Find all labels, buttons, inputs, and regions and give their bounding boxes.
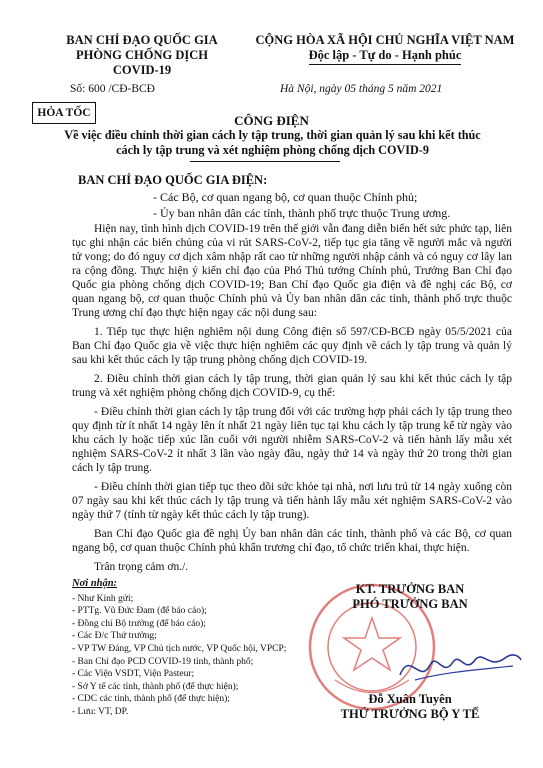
signer-title: THỨ TRƯỞNG BỘ Y TẾ (340, 707, 480, 721)
signer-role-line-2: PHÓ TRƯỞNG BAN (352, 597, 468, 611)
distribution-item: - PTTg. Vũ Đức Đam (để báo cáo); (72, 606, 207, 617)
signature-underline (415, 666, 513, 680)
republic-name: CỘNG HÒA XÃ HỘI CHỦ NGHĨA VIỆT NAM (255, 33, 515, 47)
recipient-item: - Các Bộ, cơ quan ngang bộ, cơ quan thuộc Chính phủ; (153, 190, 418, 204)
body-paragraph: - Điều chỉnh thời gian cách ly tập trung đối với các trường hợp phải cách ly tập trung theo quy định từ ít nhất 14 ngày lên ít nhất 21 ngày liên tục tại khu cách ly tập trung kể từ ngày vào khu cách ly hoặc tiếp xúc lần cuối với người nhiễm SARS-CoV-2 và tiến hành lấy mẫu xét nghiệm SARS-CoV-2 ít nhất 3 lần vào ngày đầu, ngày thứ 14 và ngày thứ 20 trong thời gian cách ly tập trung. (72, 406, 512, 474)
national-header (240, 33, 530, 65)
handwritten-signature (395, 640, 525, 690)
org-line-1: BAN CHỈ ĐẠO QUỐC GIA (66, 33, 218, 47)
urgent-stamp: HỎA TỐC (32, 102, 96, 124)
subject-divider (190, 161, 340, 162)
body-paragraph: 1. Tiếp tục thực hiện nghiêm nội dung Công điện số 597/CĐ-BCĐ ngày 05/5/2021 của Ban Chỉ đạo Quốc gia về việc thực hiện nghiêm các quy định về cách ly tập trung và quản lý sau khi kết thúc cách ly tập trung phòng chống dịch COVID-19. (72, 326, 512, 366)
org-line-3: COVID-19 (112, 63, 172, 77)
document-body (72, 222, 512, 579)
distribution-item: - VP TW Đảng, VP Chủ tịch nước, VP Quốc hội, VPCP; (72, 643, 287, 654)
distribution-item: - CDC các tỉnh, thành phố (để thực hiện); (72, 694, 230, 705)
signer-role-line-1: KT. TRƯỞNG BAN (355, 582, 465, 596)
signer-name: Đỗ Xuân Tuyên (368, 692, 452, 706)
closing-line: Trân trọng cảm ơn./. (94, 561, 189, 573)
distribution-item: - Ban Chỉ đạo PCD COVID-19 tỉnh, thành phố; (72, 656, 254, 667)
distribution-item: - Lưu: VT, DP. (72, 706, 129, 717)
org-line-2: PHÒNG CHỐNG DỊCH (76, 48, 208, 62)
document-subject (45, 128, 500, 157)
distribution-item: - Đồng chí Bộ trưởng (để báo cáo); (72, 618, 206, 629)
distribution-item: - Sở Y tế các tỉnh, thành phố (để thực hiện); (72, 681, 239, 692)
subject-line-1: Về việc điều chỉnh thời gian cách ly tập trung, thời gian quản lý sau khi kết thúc (64, 128, 481, 142)
issue-date: Hà Nội, ngày 05 tháng 5 năm 2021 (280, 83, 443, 95)
body-paragraph: - Điều chỉnh thời gian tiếp tục theo dõi sức khỏe tại nhà, nơi lưu trú từ 14 ngày xuống còn 07 ngày sau khi kết thúc cách ly tập trung và tiến hành lấy mẫu xét nghiệm SARS-CoV-2 vào ngày thứ 7 (tính từ ngày kết thúc cách ly tập trung). (72, 481, 512, 521)
distribution-item: - Các Đ/c Thứ trưởng; (72, 631, 157, 642)
issuing-organization (42, 33, 242, 78)
distribution-item: - Các Viện VSDT, Viện Pasteur; (72, 669, 195, 680)
document-type-title: CÔNG ĐIỆN (234, 113, 309, 128)
distribution-list (72, 578, 312, 719)
recipients-header: BAN CHỈ ĐẠO QUỐC GIA ĐIỆN: (78, 173, 268, 187)
distribution-item: - Như Kính gửi; (72, 593, 134, 604)
national-motto: Độc lập - Tự do - Hạnh phúc (309, 48, 462, 65)
body-paragraph: Ban Chỉ đạo Quốc gia đề nghị Ủy ban nhân dân các tỉnh, thành phố và các Bộ, cơ quan ngang bộ, cơ quan thuộc Chính phủ khẩn trương chỉ đạo, tổ chức triển khai, thực hiện. (72, 528, 512, 554)
body-paragraph: Hiện nay, tình hình dịch COVID-19 trên thế giới vẫn đang diễn biến hết sức phức tạp, liên tục ghi nhận các biến chủng của vi rút SARS-CoV-2, tiếp tục gia tăng về người mắc và người tử vong; do đó nguy cơ dịch xâm nhập rất cao từ những người nhập cảnh và có nguy cơ lây lan ra cộng đồng. Thực hiện ý kiến chỉ đạo của Phó Thủ tướng Chính phủ, Trưởng Ban Chỉ đạo Quốc gia phòng chống dịch COVID-19; Ban Chỉ đạo Quốc gia điện và đề nghị các Bộ, cơ quan ngang bộ, cơ quan thuộc Chính phủ và Ủy ban nhân dân các tỉnh, thành phố trực thuộc Trung ương chỉ đạo thực hiện ngay các nội dung sau: (72, 223, 512, 319)
body-paragraph: 2. Điều chỉnh thời gian cách ly tập trung, thời gian quản lý sau khi kết thúc cách ly tập trung và xét nghiệm phòng chống dịch COVID-9, cụ thể: (72, 373, 512, 399)
recipient-item: - Ủy ban nhân dân các tỉnh, thành phố trực thuộc Trung ương. (153, 206, 451, 220)
document-number: Số: 600 /CĐ-BCĐ (70, 83, 155, 95)
subject-line-2: cách ly tập trung và xét nghiệm phòng chống dịch COVID-9 (116, 142, 429, 157)
distribution-title: Nơi nhận: (72, 578, 118, 589)
